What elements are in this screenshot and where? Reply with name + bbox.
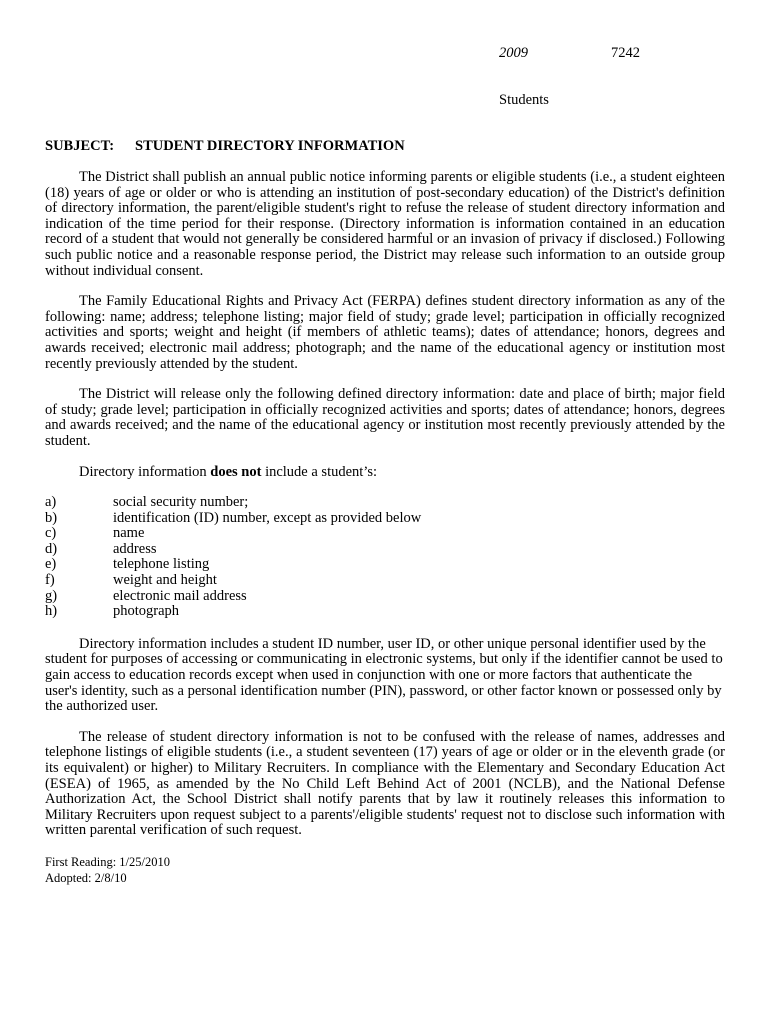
list-item [45, 604, 725, 620]
exclusions-list [45, 495, 725, 620]
subject-title: STUDENT DIRECTORY INFORMATION [135, 138, 405, 154]
list-item-text: telephone listing [113, 556, 210, 573]
paragraph-exclusions-intro [45, 465, 725, 481]
list-item-text: weight and height [113, 572, 217, 589]
list-item [45, 557, 725, 573]
list-item-text: electronic mail address [113, 587, 247, 604]
list-item-text: social security number; [113, 494, 249, 511]
policy-number: 7242 [611, 45, 640, 61]
exclusions-intro-tail: include a student’s: [261, 463, 378, 480]
list-marker: d) [45, 540, 58, 557]
subject-line [45, 138, 405, 155]
header-year: 2009 [499, 45, 528, 61]
list-item [45, 542, 725, 558]
exclusions-intro-emphasis: does not [210, 463, 262, 480]
paragraph-public-notice: The District shall publish an annual public notice informing parents or eligible students (i.e., a student eighteen (18) years of age or older or who is attending an institution of post-secondary education) of the District's definition of directory information, the parent/eligible student's right to refuse the release of student directory information and indication of the time period for their response. (Directory information is information contained in an education record of a student that would not generally be considered harmful or an invasion of privacy if disclosed.) Following such public notice and a reasonable response period, the District may release such information to an outside group without individual consent. [45, 169, 725, 279]
paragraph-student-id: Directory information includes a student ID number, user ID, or other unique personal identifier used by the student for purposes of accessing or communicating in electronic systems, but only if the identifier cannot be used to gain access to education records except when used in conjunction with one or more factors that authenticate the user's identity, such as a personal identification number (PIN), password, or other factor known or possessed only by the authorized user. [45, 635, 723, 715]
list-item-text: name [113, 525, 145, 542]
list-marker: c) [45, 525, 57, 542]
list-item [45, 589, 725, 605]
list-marker: f) [45, 572, 55, 589]
list-marker: a) [45, 494, 57, 511]
paragraph-military-recruiters: The release of student directory information is not to be confused with the release of names, addresses and telephone listings of eligible students (i.e., a student seventeen (17) years of age or older or in the eleventh grade (or its equivalent) or higher) to Military Recruiters. In compliance with the Elementary and Secondary Education Act (ESEA) of 1965, as amended by the No Child Left Behind Act of 2001 (NCLB), and the National Defense Authorization Act, the School District shall notify parents that by law it routinely releases this information to Military Recruiters upon request subject to a parents'/eligible students' request not to disclose such information with written parental verification of such request. [45, 728, 725, 839]
list-item-text: address [113, 540, 157, 557]
list-marker: h) [45, 603, 58, 620]
list-item [45, 511, 725, 527]
section-name: Students [499, 92, 549, 108]
list-item-text: identification (ID) number, except as provided below [113, 509, 422, 526]
exclusions-intro-text: Directory information [79, 463, 211, 480]
subject-label: SUBJECT: [45, 138, 115, 154]
adopted-date: Adopted: 2/8/10 [45, 871, 127, 885]
adoption-history [45, 854, 170, 886]
list-item [45, 495, 725, 511]
paragraph-district-release: The District will release only the following defined directory information: date and place of birth; major field of study; grade level; participation in officially recognized activities and sports; dates of attendance; honors, degrees and awards received; and the name of the educational agency or institution most recently previously attended by the student. [45, 386, 725, 449]
list-marker: g) [45, 587, 58, 604]
list-item [45, 526, 725, 542]
policy-body [45, 170, 725, 854]
first-reading-date: First Reading: 1/25/2010 [45, 855, 170, 869]
list-marker: e) [45, 556, 57, 573]
list-item-text: photograph [113, 603, 180, 620]
list-marker: b) [45, 509, 58, 526]
paragraph-ferpa-definition: The Family Educational Rights and Privacy Act (FERPA) defines student directory information as any of the following: name; address; telephone listing; major field of study; grade level; participation in officially recognized activities and sports; weight and height (if members of athletic teams); dates of attendance; honors, degrees and awards received; electronic mail address; photograph; and the name of the educational agency or institution most recently previously attended by the student. [45, 293, 725, 372]
list-item [45, 573, 725, 589]
